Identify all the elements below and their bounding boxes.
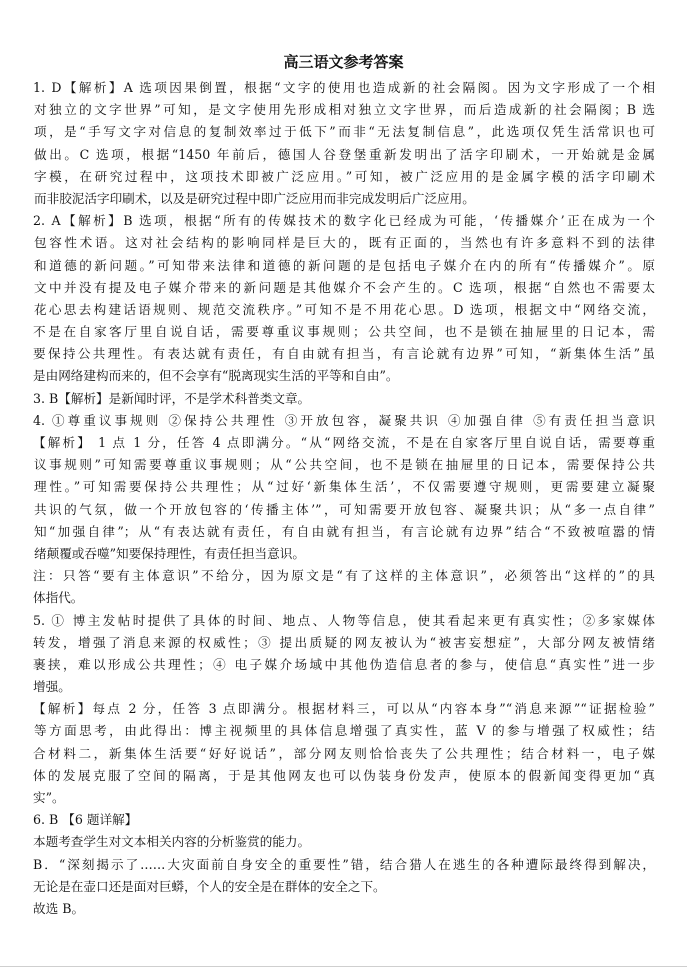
- text-line: 6. B 【6 题详解】: [33, 812, 138, 828]
- answer-content: [33, 77, 655, 920]
- text-line: 故选 B。: [33, 900, 85, 916]
- text-line: 是由网络建构而来的，但不会享有“脱离现实生活的平等和自由”。: [33, 368, 399, 384]
- text-line: 共识的气氛，做一个开放包容的‘传播主体’”，可知需要开放包容、凝聚共识；从“多一点自律”: [34, 501, 655, 517]
- text-line: 注：只答“要有主体意识”不给分，因为原文是“有了这样的主体意识”，必须答出“这样的”的具: [33, 568, 655, 584]
- text-line: 和道德的新问题。”可知带来法律和道德的新问题的是包括电子媒介在内的所有“传播媒介”。原: [34, 257, 655, 273]
- text-line: B．“深刻揭示了……大灾面前自身安全的重要性”错，结合猎人在逃生的各种遭际最终得到解决，: [33, 856, 655, 872]
- answer-q4: [33, 410, 655, 610]
- text-line: 5. ① 博主发帖时提供了具体的时间、地点、人物等信息，使其看起来更有真实性；②多家媒体: [33, 612, 655, 628]
- text-line: 理性。”可知需要保持公共理性；从“过好‘新集体生活’，不仅需要遵守规则，更需要建立凝聚: [34, 479, 655, 495]
- answer-q5: [33, 610, 655, 810]
- text-line: 本题考查学生对文本相关内容的分析鉴赏的能力。: [33, 834, 311, 850]
- text-line: 1. D【解析】A 选项因果倒置，根据“文字的使用也造成新的社会隔阂。因为文字形成了一个相: [33, 80, 655, 95]
- text-line: 【解析】 1 点 1 分，任答 4 点即满分。“从“网络交流，不是在自家客厅里自说自话，需要尊重: [33, 435, 655, 450]
- text-line: 4. ①尊重议事规则 ②保持公共理性 ③开放包容，凝聚共识 ④加强自律 ⑤有责任担当意识: [33, 412, 655, 428]
- text-line: 花心思去构建话语规则、规范交流秩序。”可知不是不用花心思。D 选项，根据文中“网络交流，: [34, 301, 655, 317]
- text-line: 绪颠覆或吞噬”知要保持理性，有责任担当意识。: [34, 545, 305, 561]
- text-line: 无论是在壶口还是面对巨蟒，个人的安全是在群体的安全之下。: [33, 878, 386, 894]
- text-line: 等方面思考，由此得出：博主视频里的具体信息增强了真实性，蓝 V 的参与增强了权威性；结: [34, 723, 655, 739]
- text-line: 体的发展克服了空间的隔离，于是其他网友也可以伪装身份发声，使原本的假新闻变得更加“真: [33, 767, 655, 783]
- page-bottom-divider: [0, 966, 687, 967]
- text-line: 做出。C 选项，根据“1450 年前后，德国人谷登堡重新发明出了活字印刷术，一开始就是金属: [34, 146, 655, 162]
- answer-q3: [33, 388, 655, 410]
- text-line: 文中并没有提及电子媒介带来的新问题是其他媒介不会产生的。C 选项，根据“自然也不需要太: [34, 279, 655, 295]
- text-line: 包容性术语。这对社会结构的影响同样是巨大的，既有正面的，当然也有许多意料不到的法律: [34, 235, 655, 251]
- text-line: 2. A【解析】B 选项，根据“所有的传媒技术的数字化已经成为可能，‘传播媒介’正在成为一个: [33, 213, 655, 229]
- text-line: 对独立的文字世界”可知，是文字使用先形成相对独立文字世界，而后造成新的社会隔阂；B 选: [34, 102, 655, 118]
- text-line: 不是在自家客厅里自说自话，需要尊重议事规则；公共空间，也不是锁在抽屉里的日记本，需: [33, 324, 655, 340]
- text-line: 转发，增强了消息来源的权威性；③ 提出质疑的网友被认为“被害妄想症”，大部分网友被情绪: [33, 634, 655, 650]
- text-line: 议事规则”可知需要尊重议事规则；从“公共空间，也不是锁在抽屉里的日记本，需要保持公共: [34, 457, 655, 473]
- text-line: 字模，在研究过程中，这项技术即被广泛应用。”可知，被广泛应用的是金属字模的活字印刷术: [34, 168, 655, 184]
- text-line: 增强。: [33, 679, 71, 695]
- text-line: 而非胶泥活字印刷术，以及是研究过程中即广泛应用而非完成发明后广泛应用。: [34, 190, 475, 206]
- text-line: 合材料二，新集体生活要“好好说话”，部分网友则恰恰丧失了公共理性；结合材料一，电子媒: [33, 745, 655, 761]
- text-line: 要保持公共理性。有表达就有责任，有自由就有担当，有言论就有边界”可知，“新集体生活”虽: [33, 346, 655, 362]
- text-line: 【解析】每点 2 分，任答 3 点即满分。根据材料三，可以从“内容本身”“消息来源”“证据检验”: [33, 701, 655, 717]
- text-line: 3. B【解析】是新闻时评，不是学术科普类文章。: [33, 390, 311, 406]
- text-line: 裹挟，难以形成公共理性；④ 电子媒介场域中其他伪造信息者的参与，使信息“真实性”进一步: [33, 656, 655, 672]
- answer-q2: [33, 210, 655, 388]
- text-line: 知“加强自律”；从“有表达就有责任，有自由就有担当，有言论就有边界”结合“不致被喧嚣的情: [34, 523, 655, 539]
- page-title: 高三语文参考答案: [283, 53, 404, 71]
- answer-q1: [33, 77, 655, 210]
- text-line: 体指代。: [33, 590, 84, 606]
- text-line: 项，是“手写文字对信息的复制效率过于低下”而非“无法复制信息”，此选项仅凭生活常识也可: [34, 124, 655, 140]
- text-line: 实”。: [33, 790, 65, 805]
- answer-q6: [33, 809, 655, 920]
